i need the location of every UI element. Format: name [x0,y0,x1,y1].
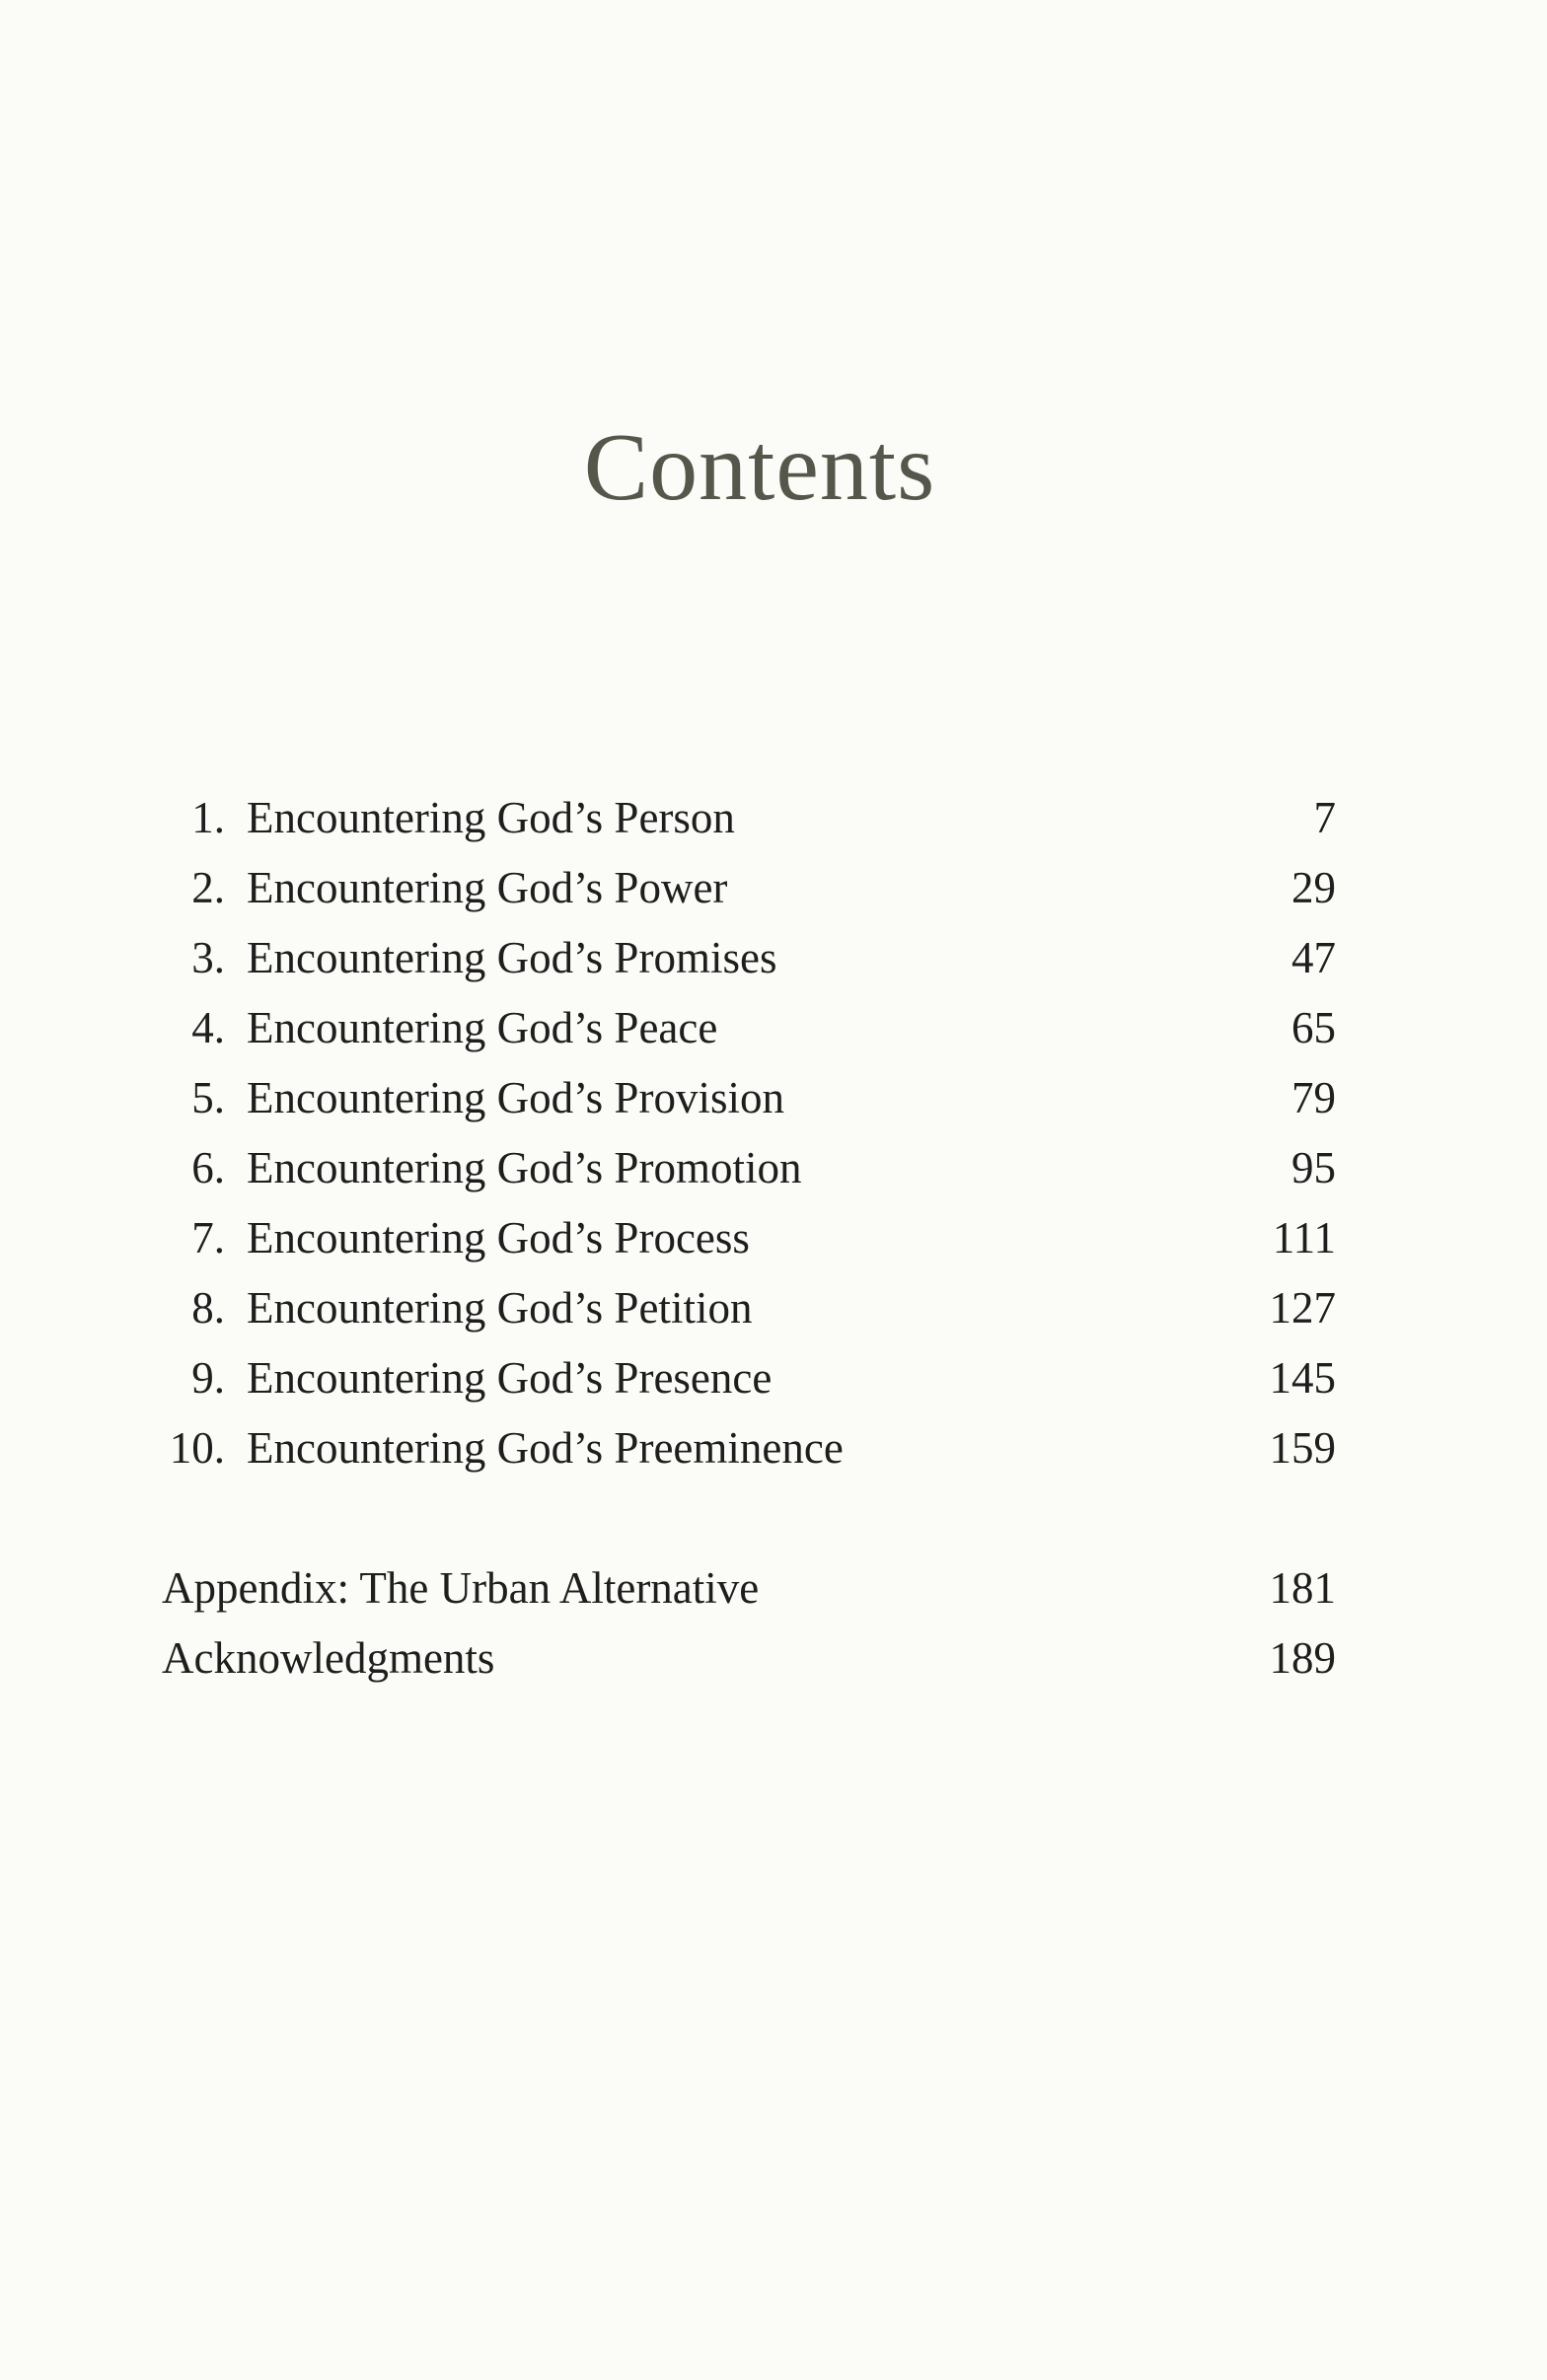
chapter-number: 7. [191,1213,225,1262]
toc-entry [0,1273,1547,1342]
chapter-number: 4. [191,1003,225,1052]
chapter-title: Encountering God’s Process [247,1213,750,1262]
page-number: 127 [1269,1283,1336,1333]
chapter-number: 1. [191,793,225,842]
chapter-title: Encountering God’s Provision [247,1073,784,1122]
acknowledgments-title: Acknowledgments [162,1633,495,1683]
chapter-number: 8. [191,1283,225,1333]
page-number: 95 [1291,1143,1336,1192]
chapter-title: Encountering God’s Power [247,863,728,912]
toc-entry [0,1133,1547,1202]
chapter-title: Encountering God’s Peace [247,1003,718,1052]
chapter-number: 9. [191,1353,225,1403]
toc-entry [0,1203,1547,1272]
toc-entry [0,1413,1547,1482]
page-number: 79 [1291,1073,1336,1122]
toc-entry [0,853,1547,922]
page-number: 181 [1269,1563,1336,1613]
page-number: 7 [1313,793,1336,842]
toc-entry [0,923,1547,992]
page-number: 145 [1269,1353,1336,1403]
toc-entry [0,1063,1547,1132]
chapter-number: 3. [191,933,225,982]
page-number: 47 [1291,933,1336,982]
chapter-title: Encountering God’s Promises [247,933,777,982]
page-number: 29 [1291,863,1336,912]
page-number: 65 [1291,1003,1336,1052]
toc-entry [0,993,1547,1062]
page-number: 159 [1269,1423,1336,1473]
chapter-title: Encountering God’s Presence [247,1353,773,1403]
appendix-title: Appendix: The Urban Alternative [162,1563,760,1613]
chapter-number: 10. [169,1423,225,1473]
chapter-number: 2. [191,863,225,912]
chapter-title: Encountering God’s Person [247,793,735,842]
chapter-title: Encountering God’s Petition [247,1283,753,1333]
chapter-title: Encountering God’s Preeminence [247,1423,844,1473]
toc-entry [0,783,1547,852]
page-number: 189 [1269,1633,1336,1683]
toc-entry [0,1623,1547,1693]
chapter-number: 6. [191,1143,225,1192]
page-title: Contents [583,414,936,521]
chapter-number: 5. [191,1073,225,1122]
toc-entry [0,1553,1547,1623]
chapter-title: Encountering God’s Promotion [247,1143,802,1192]
page-number: 111 [1272,1213,1336,1262]
toc-entry [0,1343,1547,1412]
